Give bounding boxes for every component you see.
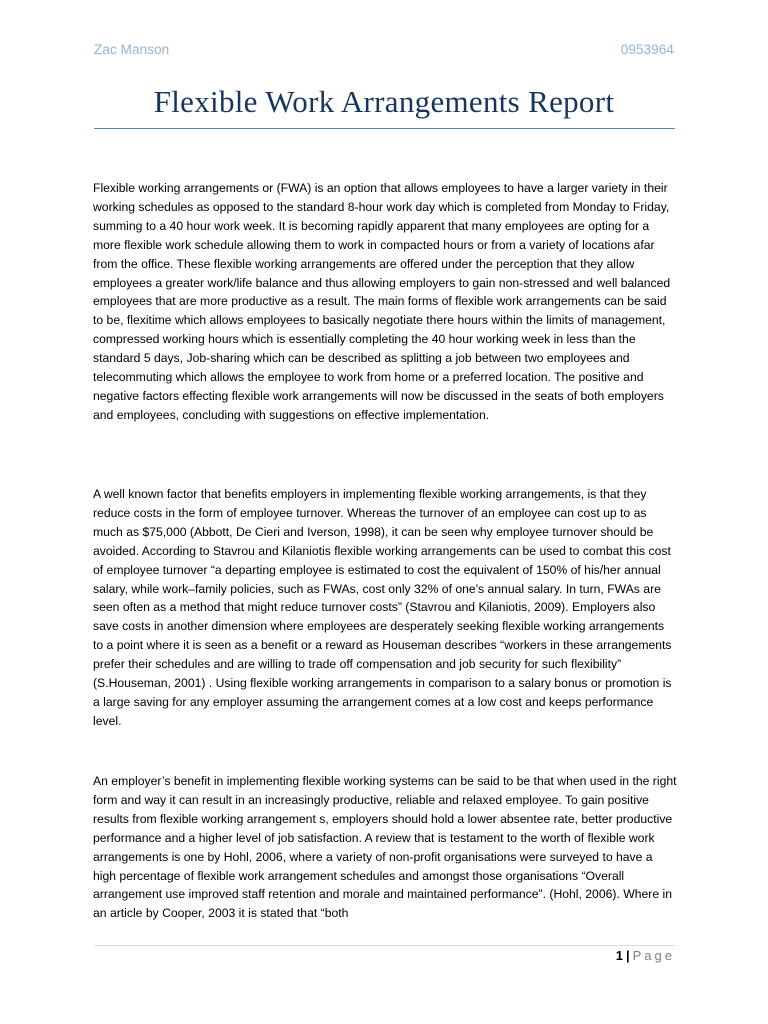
footer-divider: [94, 945, 675, 946]
footer-separator: |: [625, 948, 630, 963]
page-number: 1: [615, 948, 623, 963]
page-footer: [616, 948, 675, 963]
page-label: Page: [632, 948, 675, 963]
body-paragraph-2: A well known factor that benefits employers in implementing flexible working arrangements, is that they reduce costs in the form of employee turnover. Whereas the turnover of an employee can cost up to as much as $75,000 (Abbott, De Cieri and Iverson, 1998), it can be seen why employee turnover should be avoided. According to Stavrou and Kilaniotis flexible working arrangements can be used to combat this cost of employee turnover “a departing employee is estimated to cost the equivalent of 150% of his/her annual salary, while work–family policies, such as FWAs, cost only 32% of one's annual salary. In turn, FWAs are seen often as a method that might reduce turnover costs” (Stavrou and Kilaniotis, 2009). Employers also save costs in another dimension where employees are desperately seeking flexible working arrangements to a point where it is seen as a benefit or a reward as Houseman describes “workers in these arrangements prefer their schedules and are willing to trade off compensation and job security for such flexibility” (S.Houseman, 2001) . Using flexible working arrangements in comparison to a salary bonus or promotion is a large saving for any employer assuming the arrangement comes at a low cost and keeps performance level.: [93, 487, 672, 728]
body-paragraph-3: An employer’s benefit in implementing flexible working systems can be said to be that when used in the right form and way it can result in an increasingly productive, reliable and relaxed employee. To gain positive results from flexible working arrangement s, employers should hold a lower absentee rate, better productive performance and a higher level of job satisfaction. A review that is testament to the worth of flexible work arrangements is one by Hohl, 2006, where a variety of non-profit organisations were surveyed to have a high percentage of flexible work arrangement schedules and amongst those organisations “Overall arrangement use improved staff retention and morale and maintained performance”. (Hohl, 2006). Where in an article by Cooper, 2003 it is stated that “both: [93, 774, 677, 921]
body-paragraph-1: Flexible working arrangements or (FWA) is an option that allows employees to have a larger variety in their working schedules as opposed to the standard 8-hour work day which is completed from Monday to Friday, summing to a 40 hour work week. It is becoming rapidly apparent that many employees are opting for a more flexible work schedule allowing them to work in compacted hours or from a variety of locations afar from the office. These flexible working arrangements are offered under the perception that they allow employees a greater work/life balance and thus allowing employers to gain non-stressed and well balanced employees that are more productive as a result. The main forms of flexible work arrangements can be said to be, flexitime which allows employees to basically negotiate there hours within the limits of management, compressed working hours which is essentially completing the 40 hour working week in less than the standard 5 days, Job-sharing which can be described as splitting a job between two employees and telecommuting which allows the employee to work from home or a preferred location. The positive and negative factors effecting flexible work arrangements will now be discussed in the seats of both employers and employees, concluding with suggestions on effective implementation.: [93, 181, 671, 422]
title-underline: [94, 128, 675, 129]
header-student-id: 0953964: [620, 42, 674, 57]
document-title: Flexible Work Arrangements Report: [153, 84, 615, 119]
header-author: Zac Manson: [94, 42, 170, 57]
